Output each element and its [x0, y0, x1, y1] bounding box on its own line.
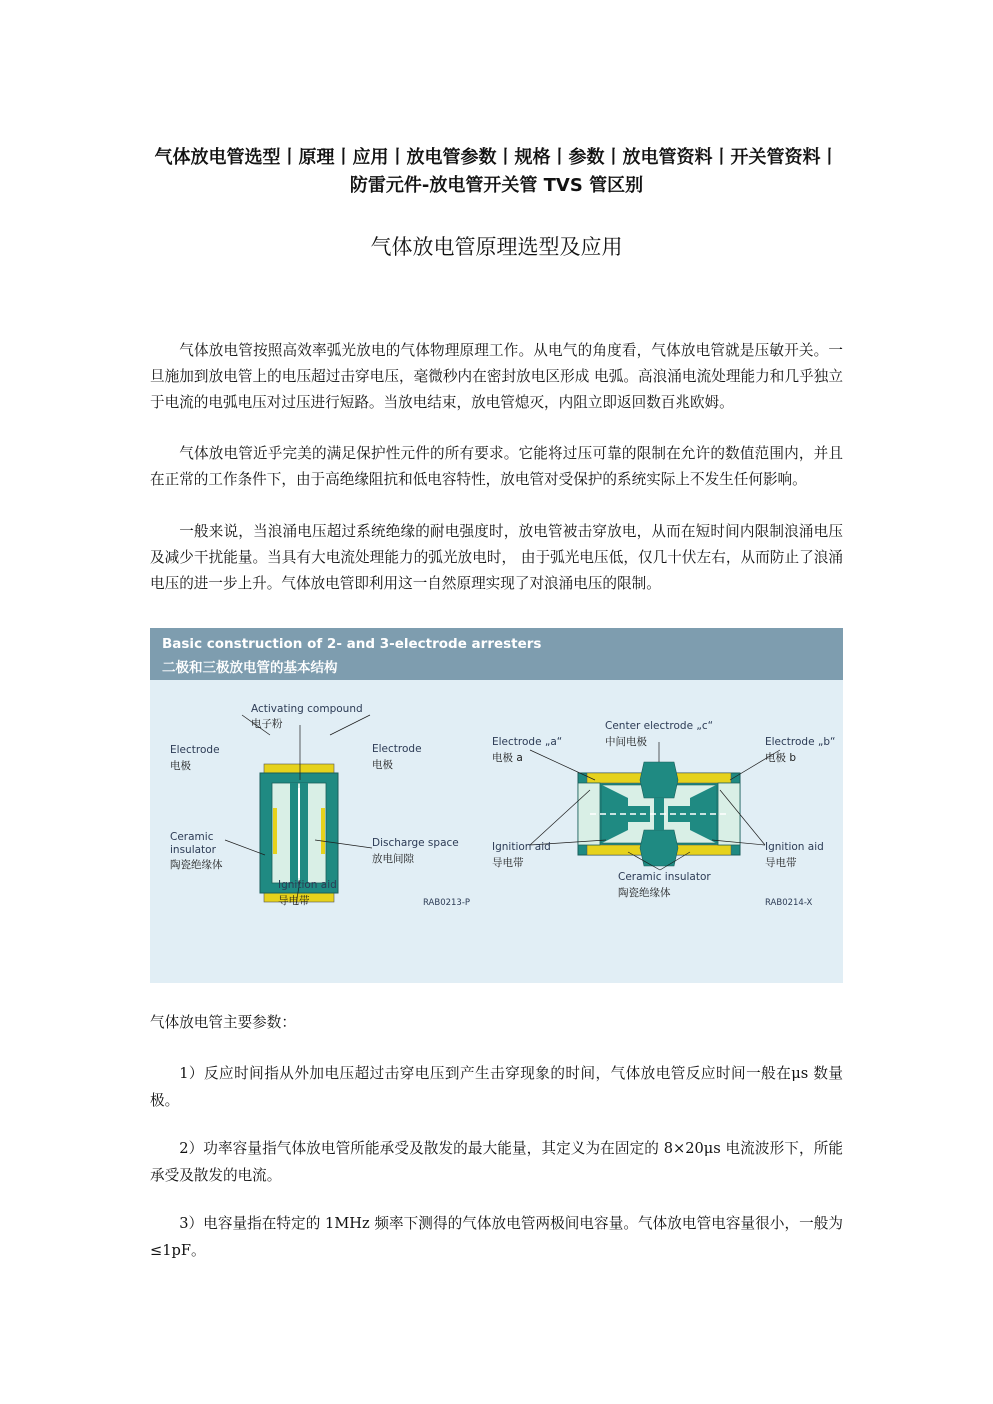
label-activating-compound-cn: 电子粉: [251, 718, 283, 730]
parameter-response-time: 1）反应时间指从外加电压超过击穿电压到产生击穿现象的时间，气体放电管反应时间一般在μs 数量极。: [150, 1065, 843, 1109]
parameter-power-capacity: 2）功率容量指气体放电管所能承受及散发的最大能量，其定义为在固定的 8×20μs 电流波形下，所能承受及散发的电流。: [150, 1140, 843, 1184]
document-title: 气体放电管选型丨原理丨应用丨放电管参数丨规格丨参数丨放电管资料丨开关管资料丨防雷元件-放电管开关管 TVS 管区别: [154, 147, 839, 196]
label-electrode-right-cn: 电极: [372, 759, 393, 771]
label-discharge-space: Discharge space: [372, 837, 459, 849]
label-electrode-a-cn: 电极 a: [492, 752, 523, 764]
label-ignition-aid: Ignition aid: [278, 879, 337, 891]
parameters-title: 气体放电管主要参数：: [150, 1014, 296, 1031]
end-cap-a: [578, 783, 600, 845]
label-ignition-aid-r: Ignition aid: [765, 841, 824, 853]
top-electrode-cap: [264, 764, 334, 773]
ignition-aid-left: [273, 808, 277, 854]
ignition-aid-right: [321, 808, 325, 854]
upper-electrode: [290, 783, 298, 825]
label-ceramic-insulator: Ceramic insulator: [618, 871, 711, 883]
label-ceramic: Ceramic: [170, 831, 214, 843]
two-electrode-arrester-drawing: [225, 715, 372, 905]
figure-code-right: RAB0214-X: [765, 898, 813, 908]
paragraph-protection: 气体放电管近乎完美的满足保护性元件的所有要求。它能将过压可靠的限制在允许的数值范围内，并且在正常的工作条件下，由于高绝缘阻抗和低电容特性，放电管对受保护的系统实际上不发生任何影响。: [150, 445, 843, 488]
lower-electrode: [300, 841, 308, 883]
figure-code-left: RAB0213-P: [423, 898, 471, 908]
parameter-capacitance: 3）电容量指在特定的 1MHz 频率下测得的气体放电管两极间电容量。气体放电管电容量很小，一般为≤1pF。: [150, 1215, 843, 1259]
label-ignition-aid-l: Ignition aid: [492, 841, 551, 853]
label-electrode-left-cn: 电极: [170, 760, 191, 772]
paragraph-principle: 气体放电管按照高效率弧光放电的气体物理原理工作。从电气的角度看，气体放电管就是压敏开关。一旦施加到放电管上的电压超过击穿电压，毫微秒内在密封放电区形成 电弧。高浪涌电流处理能力和几乎独立于电流的电弧电压对过压进行短路。当放电结束，放电管熄灭，内阻立即返回数百兆欧姆。: [150, 342, 843, 411]
three-electrode-arrester-drawing: [530, 742, 780, 870]
label-center-electrode-cn: 中间电极: [605, 736, 647, 748]
arrester-construction-figure: [150, 628, 843, 983]
label-ignition-aid-cn: 导电带: [278, 895, 310, 907]
figure-title-cn: 二极和三极放电管的基本结构: [162, 660, 338, 676]
label-insulator: insulator: [170, 844, 216, 856]
label-electrode-right: Electrode: [372, 743, 422, 755]
center-electrode-bottom: [640, 830, 678, 866]
paragraph-surge: 一般来说，当浪涌电压超过系统绝缘的耐电强度时，放电管被击穿放电，从而在短时间内限制浪涌电压及减少干扰能量。当具有大电流处理能力的弧光放电时， 由于弧光电压低，仅几十伏左右，从而防止了浪涌电压的进一步上升。气体放电管即利用这一自然原理实现了对浪涌电压的限制。: [150, 523, 843, 592]
center-electrode-top: [640, 762, 678, 798]
label-ceramic-cn: 陶瓷绝缘体: [170, 859, 223, 871]
label-center-electrode: Center electrode „c“: [605, 720, 714, 732]
label-ignition-aid-l-cn: 导电带: [492, 857, 524, 869]
figure-diagram: [150, 680, 843, 983]
label-activating-compound: Activating compound: [251, 703, 363, 715]
label-ignition-aid-r-cn: 导电带: [765, 857, 797, 869]
figure-header: [150, 628, 843, 680]
label-electrode-b-cn: 电极 b: [765, 752, 797, 764]
electrode-rod-left: [290, 825, 298, 883]
label-ceramic-insulator-cn: 陶瓷绝缘体: [618, 887, 671, 899]
label-discharge-space-cn: 放电间隙: [372, 853, 414, 865]
figure-title-en: Basic construction of 2- and 3-electrode arresters: [162, 636, 542, 652]
electrode-rod-right: [300, 783, 308, 841]
label-electrode-left: Electrode: [170, 744, 220, 756]
label-electrode-a: Electrode „a“: [492, 736, 563, 748]
section-heading: 气体放电管原理选型及应用: [370, 235, 623, 259]
label-electrode-b: Electrode „b“: [765, 736, 836, 748]
